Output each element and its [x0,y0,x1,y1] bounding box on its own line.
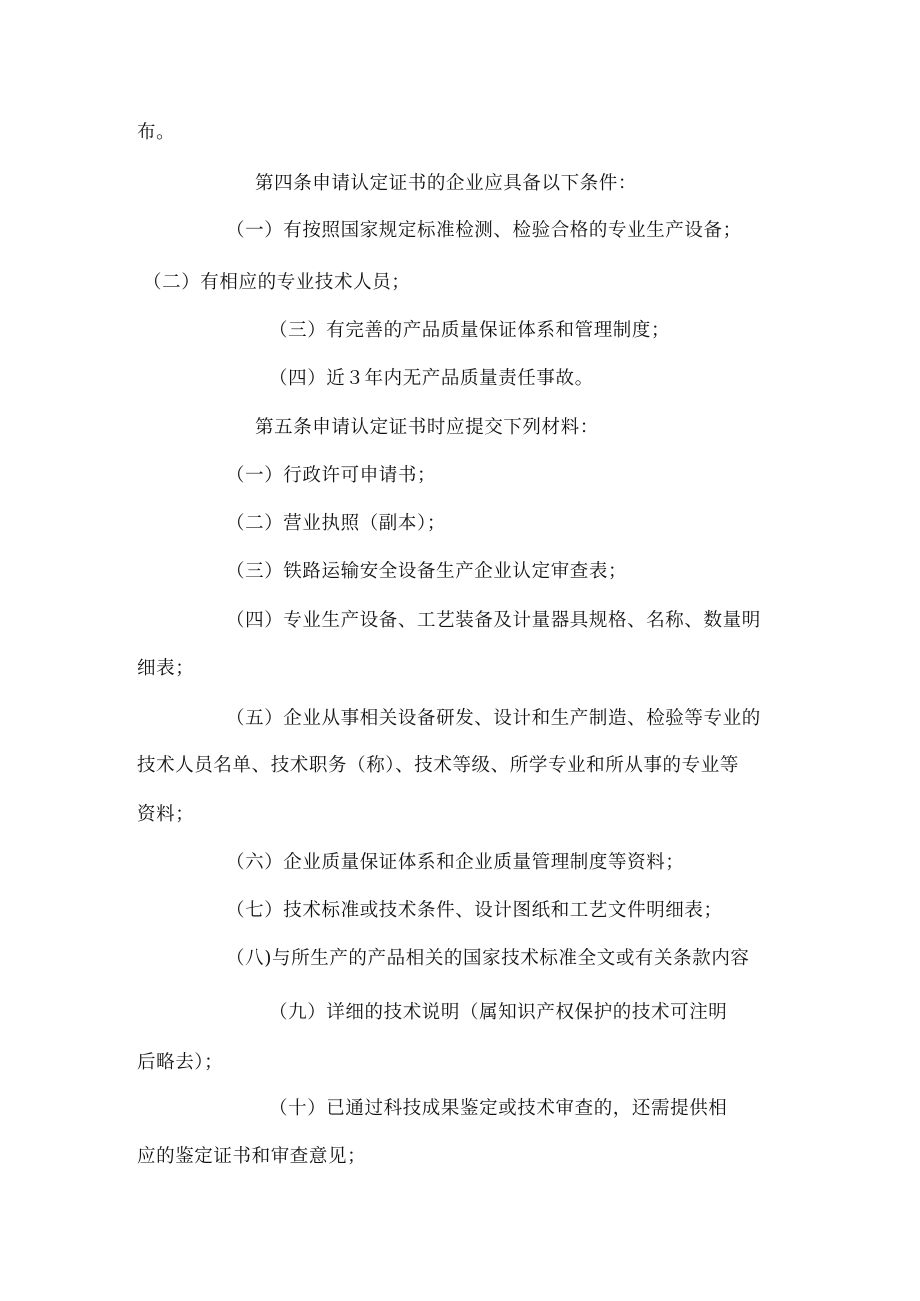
article-5-item-10-cont: 应的鉴定证书和审查意见； [137,1146,367,1167]
article-4-item-2: （二）有相应的专业技术人员； [143,272,411,293]
article-5-item-3: （三）铁路运输安全设备生产企业认定审查表； [226,561,628,582]
article-5-item-5-cont-2: 资料； [137,804,195,825]
article-5-item-8: （八)与所生产的产品相关的国家技术标准全文或有关条款内容 [226,948,750,969]
article-5-item-5: （五）企业从事相关设备研发、设计和生产制造、检验等专业的 [226,708,761,729]
article-4-item-1: （一）有按照国家规定标准检测、检验合格的专业生产设备； [226,220,742,241]
article-4-item-3: （三）有完善的产品质量保证体系和管理制度； [269,320,671,341]
article-5-item-2: （二）营业执照（副本）； [226,513,446,534]
text-line-1: 布。 [137,122,176,143]
article-5-item-7: （七）技术标准或技术条件、设计图纸和工艺文件明细表； [226,900,723,921]
article-5-heading: 第五条申请认定证书时应提交下列材料： [255,417,599,438]
article-5-item-4-cont: 细表； [137,658,195,679]
article-5-item-9-cont: 后略去）； [137,1052,224,1073]
article-4-item-4: （四）近３年内无产品质量责任事故。 [269,368,594,389]
article-5-item-5-cont-1: 技术人员名单、技术职务（称）、技术等级、所学专业和所从事的专业等 [137,755,739,776]
article-5-item-9: （九）详细的技术说明（属知识产权保护的技术可注明 [269,1002,728,1023]
article-4-heading: 第四条申请认定证书的企业应具备以下条件： [255,173,638,194]
article-5-item-10: （十）已通过科技成果鉴定或技术审查的，还需提供相 [269,1098,728,1119]
article-5-item-4: （四）专业生产设备、工艺装备及计量器具规格、名称、数量明 [226,610,761,631]
article-5-item-6: （六）企业质量保证体系和企业质量管理制度等资料； [226,852,685,873]
article-5-item-1: （一）行政许可申请书； [226,465,437,486]
